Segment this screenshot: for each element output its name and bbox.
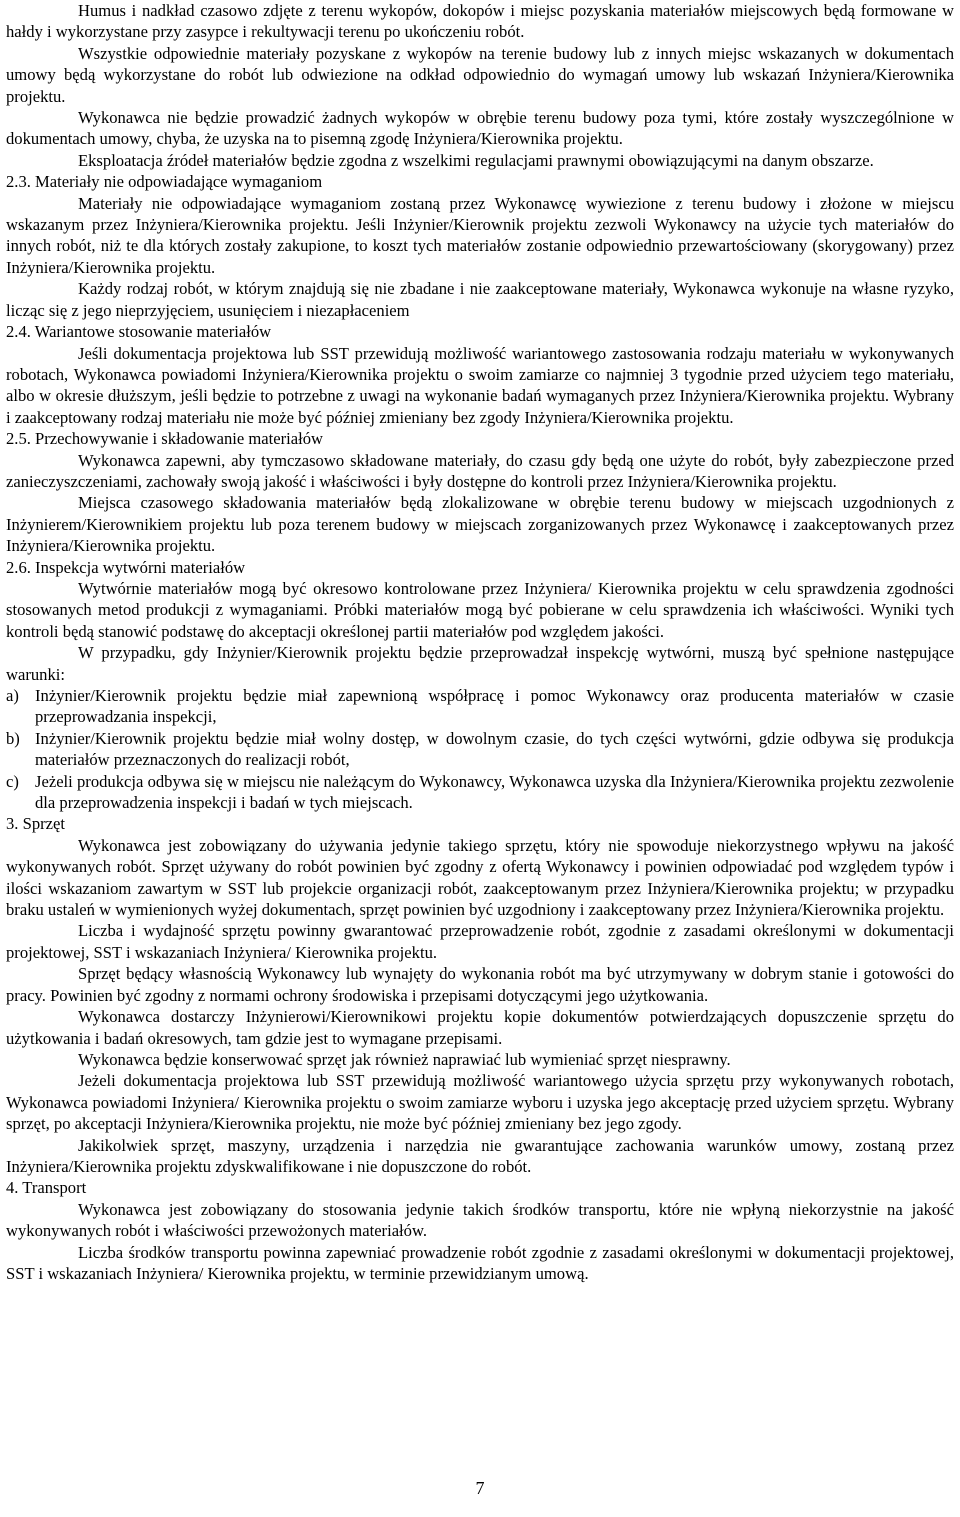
paragraph: Wykonawca jest zobowiązany do stosowania jedynie takich środków transportu, które nie wpłyną niekorzystnie na jakość wykonywanych robót i właściwości przewożonych materiałów.	[6, 1199, 954, 1241]
section-heading: 3. Sprzęt	[6, 814, 65, 834]
paragraph: Humus i nadkład czasowo zdjęte z terenu wykopów, dokopów i miejsc pozyskania materiałów miejscowych będą formowane w hałdy i wykorzystane przy zasypce i rekultywacji terenu po ukończeniu robót.	[6, 1, 954, 42]
section-heading: 2.6. Inspekcja wytwórni materiałów	[6, 557, 246, 577]
paragraph: Jakikolwiek sprzęt, maszyny, urządzenia i narzędzia nie gwarantujące zachowania warunków umowy, zostaną przez Inżyniera/Kierownika projektu zdyskwalifikowane i nie dopuszczone do robót.	[6, 1135, 954, 1176]
paragraph: Wykonawca dostarczy Inżynierowi/Kierownikowi projektu kopie dokumentów potwierdzających dopuszczenie sprzętu do użytkowania i badań okresowych, tam gdzie jest to wymagane przepisami.	[6, 1007, 954, 1048]
paragraph: Materiały nie odpowiadające wymaganiom zostaną przez Wykonawcę wywiezione z terenu budowy i złożone w miejscu wskazanym przez Inżyniera/Kierownika projektu. Jeśli Inżynier/Kierownik projektu zezwoli Wykonawcy na użycie tych materiałów do innych robót, niż te dla których zostały zakupione, to koszt tych materiałów zostanie odpowiednio przewartościowany (skorygowany) przez Inżyniera/Kierownika projektu.	[6, 193, 954, 277]
paragraph: Eksploatacja źródeł materiałów będzie zgodna z wszelkimi regulacjami prawnymi obowiązującymi na danym obszarze.	[78, 150, 874, 170]
list-marker: c)	[6, 771, 19, 791]
list-item-text: Inżynier/Kierownik projektu będzie miał wolny dostęp, w dowolnym czasie, do tych części wytwórni, gdzie odbywa się produkcja materiałów przeznaczonych do realizacji robót,	[35, 728, 954, 770]
paragraph: Wykonawca jest zobowiązany do używania jedynie takiego sprzętu, który nie spowoduje niekorzystnego wpływu na jakość wykonywanych robót. Sprzęt używany do robót powinien być zgodny z ofertą Wykonawcy i powinien odpowiadać pod względem typów i ilości wskazaniom zawartym w SST lub projekcie organizacji robót, zaakceptowanym przez Inżyniera/Kierownika projektu; w przypadku braku ustaleń w wymienionych wyżej dokumentach, sprzęt powinien być uzgodniony i zaakceptowany przez Inżyniera/Kierownika projektu.	[6, 835, 954, 920]
paragraph: Liczba i wydajność sprzętu powinny gwarantować przeprowadzenie robót, zgodnie z zasadami określonymi w dokumentacji projektowej, SST i wskazaniach Inżyniera/ Kierownika projektu.	[6, 921, 954, 962]
paragraph: Jeżeli dokumentacja projektowa lub SST przewidują możliwość wariantowego użycia sprzętu przy wykonywanych robotach, Wykonawca powiadomi Inżyniera/ Kierownika projektu o swoim zamiarze wyboru i uzyska jego akceptację przed użyciem sprzętu. Wybrany sprzęt, po akceptacji Inżyniera/Kierownika projektu, nie może być później zmieniany bez jego zgody.	[6, 1071, 954, 1134]
section-heading: 4. Transport	[6, 1178, 87, 1198]
paragraph: Jeśli dokumentacja projektowa lub SST przewidują możliwość wariantowego zastosowania rodzaju materiału w wykonywanych robotach, Wykonawca powiadomi Inżyniera/Kierownika projektu o swoim zamiarze co najmniej 3 tygodnie przed użyciem tego materiału, albo w okresie dłuższym, jeśli będzie to potrzebne z uwagi na wykonanie badań wymaganych przez Inżyniera/Kierownika projektu. Wybrany i zaakceptowany rodzaj materiału nie może być później zmieniany bez zgody Inżyniera/Kierownika projektu.	[6, 343, 954, 427]
list-item	[6, 728, 954, 771]
paragraph: Wykonawca nie będzie prowadzić żadnych wykopów w obrębie terenu budowy poza tymi, które zostały wyszczególnione w dokumentach umowy, chyba, że uzyska na to pisemną zgodę Inżyniera/Kierownika projektu.	[6, 108, 954, 149]
paragraph: Wytwórnie materiałów mogą być okresowo kontrolowane przez Inżyniera/ Kierownika projektu w celu sprawdzenia zgodności stosowanych metod produkcji z wymaganiami. Próbki materiałów mogą być pobierane w celu sprawdzenia ich właściwości. Wyniki tych kontroli będą stanowić podstawę do akceptacji określonej partii materiałów pod względem jakości.	[6, 578, 954, 641]
list-item	[6, 771, 954, 814]
section-heading: 2.4. Wariantowe stosowanie materiałów	[6, 322, 272, 342]
paragraph: Liczba środków transportu powinna zapewniać prowadzenie robót zgodnie z zasadami określonymi w dokumentacji projektowej, SST i wskazaniach Inżyniera/ Kierownika projektu, w terminie przewidzianym umową.	[6, 1242, 954, 1283]
paragraph: Wykonawca zapewni, aby tymczasowo składowane materiały, do czasu gdy będą one użyte do robót, były zabezpieczone przed zanieczyszczeniami, zachowały swoją jakość i właściwości i były dostępne do kontroli przez Inżyniera/Kierownika projektu.	[6, 450, 954, 491]
page-number: 7	[475, 1478, 485, 1498]
paragraph: Wykonawca będzie konserwować sprzęt jak również naprawiać lub wymieniać sprzęt niesprawny.	[78, 1049, 731, 1069]
section-heading: 2.3. Materiały nie odpowiadające wymaganiom	[6, 172, 323, 192]
paragraph: Miejsca czasowego składowania materiałów będą zlokalizowane w obrębie terenu budowy w miejscach uzgodnionych z Inżynierem/Kierownikiem projektu lub poza terenem budowy w miejscach zorganizowanych przez Wykonawcę i zaakceptowanych przez Inżyniera/Kierownika projektu.	[6, 493, 954, 556]
list-item	[6, 685, 954, 728]
document-body	[6, 0, 954, 1284]
paragraph: Wszystkie odpowiednie materiały pozyskane z wykopów na terenie budowy lub z innych miejsc wskazanych w dokumentach umowy będą wykorzystane do robót lub odwiezione na odkład odpowiednio do wymagań umowy lub wskazań Inżyniera/Kierownika projektu.	[6, 43, 954, 106]
paragraph: Każdy rodzaj robót, w którym znajdują się nie zbadane i nie zaakceptowane materiały, Wykonawca wykonuje na własne ryzyko, licząc się z jego nieprzyjęciem, usunięciem i niezapłaceniem	[6, 279, 954, 320]
list-item-text: Jeżeli produkcja odbywa się w miejscu nie należącym do Wykonawcy, Wykonawca uzyska dla Inżyniera/Kierownika projektu zezwolenie dla przeprowadzenia inspekcji i badań w tych miejscach.	[35, 771, 954, 813]
paragraph: Sprzęt będący własnością Wykonawcy lub wynajęty do wykonania robót ma być utrzymywany w dobrym stanie i gotowości do pracy. Powinien być zgodny z normami ochrony środowiska i przepisami dotyczącymi jego użytkowania.	[6, 964, 954, 1005]
section-heading: 2.5. Przechowywanie i składowanie materiałów	[6, 429, 324, 449]
list-marker: a)	[6, 686, 19, 705]
list-item-text: Inżynier/Kierownik projektu będzie miał zapewnioną współpracę i pomoc Wykonawcy oraz producenta materiałów w czasie przeprowadzania inspekcji,	[35, 686, 954, 727]
paragraph: W przypadku, gdy Inżynier/Kierownik projektu będzie przeprowadzał inspekcję wytwórni, muszą być spełnione następujące warunki:	[6, 643, 954, 684]
list-marker: b)	[6, 728, 20, 748]
